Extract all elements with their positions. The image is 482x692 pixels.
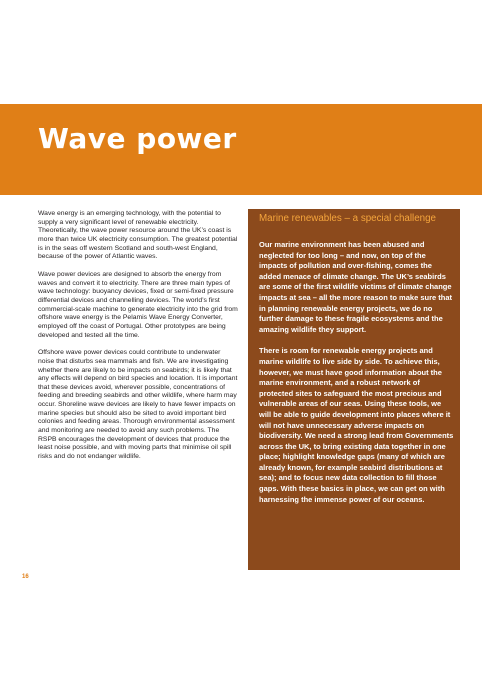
page-number: 16 [22, 574, 29, 580]
body-paragraph-intro: Wave energy is an emerging technology, with the potential to supply a very significant level of renewable electricity. Theoretically, the wave power resource around the UK’s coast is more than twice UK electricity consumption. The greatest potential is in the seas off western Scotland and south-west England, because of the power of Atlantic waves. [38, 210, 238, 261]
main-text-column [38, 210, 238, 471]
panel-paragraph-challenge: Our marine environment has been abused and neglected for too long – and now, on top of the impacts of pollution and over-fishing, comes the added menace of climate change. The UK’s seabirds are some of the first wildlife victims of climate change impacts at sea – all the more reason to make sure that in planning renewable energy projects, we do no further damage to these fragile ecosystems and the amazing wildlife they support. [259, 240, 452, 334]
body-paragraph-devices: Wave power devices are designed to absorb the energy from waves and convert it to electricity. There are three main types of wave technology: buoyancy devices, fixed or semi-fixed pressure differential devices and channelling devices. The world’s first commercial-scale machine to generate electricity into the grid from offshore wave energy is the Pelamis Wave Energy Converter, employed off the coast of Portugal. Other prototypes are being developed and tested all the time. [38, 270, 238, 339]
panel-paragraph-solution: There is room for renewable energy projects and marine wildlife to live side by side. To achieve this, however, we must have good information about the marine environment, and a robust network of protected sites to safeguard the most precious and vulnerable areas of our seas. Using these tools, we will be able to guide development into places where it will not have unnecessary adverse impacts on biodiversity. We need a strong lead from Governments across the UK, to bring existing data together in one place; highlight knowledge gaps (many of which are already known, for example seabird distributions at sea); and to focus new data collection to fill those gaps. With these basics in place, we can get on with harnessing the immense power of our oceans. [259, 346, 454, 504]
panel-body [259, 240, 455, 516]
panel-heading: Marine renewables – a special challenge [259, 213, 436, 224]
page-title: Wave power [38, 122, 237, 155]
body-paragraph-impacts: Offshore wave power devices could contribute to underwater noise that disturbs sea mammals and fish. We are investigating whether there are likely to be impacts on seabirds; it is likely that any effects will depend on bird species and location. It is important that these devices avoid, wherever possible, concentrations of feeding and breeding seabirds and other wildlife, where harm may occur. Shoreline wave devices are likely to have fewer impacts on marine species but should also be sited to avoid important bird colonies and feeding areas. Thorough environmental assessment and monitoring are needed to avoid any such problems. The RSPB encourages the development of devices that produce the least noise possible, and with moving parts that minimise oil spill risks and do not endanger wildlife. [38, 349, 238, 461]
